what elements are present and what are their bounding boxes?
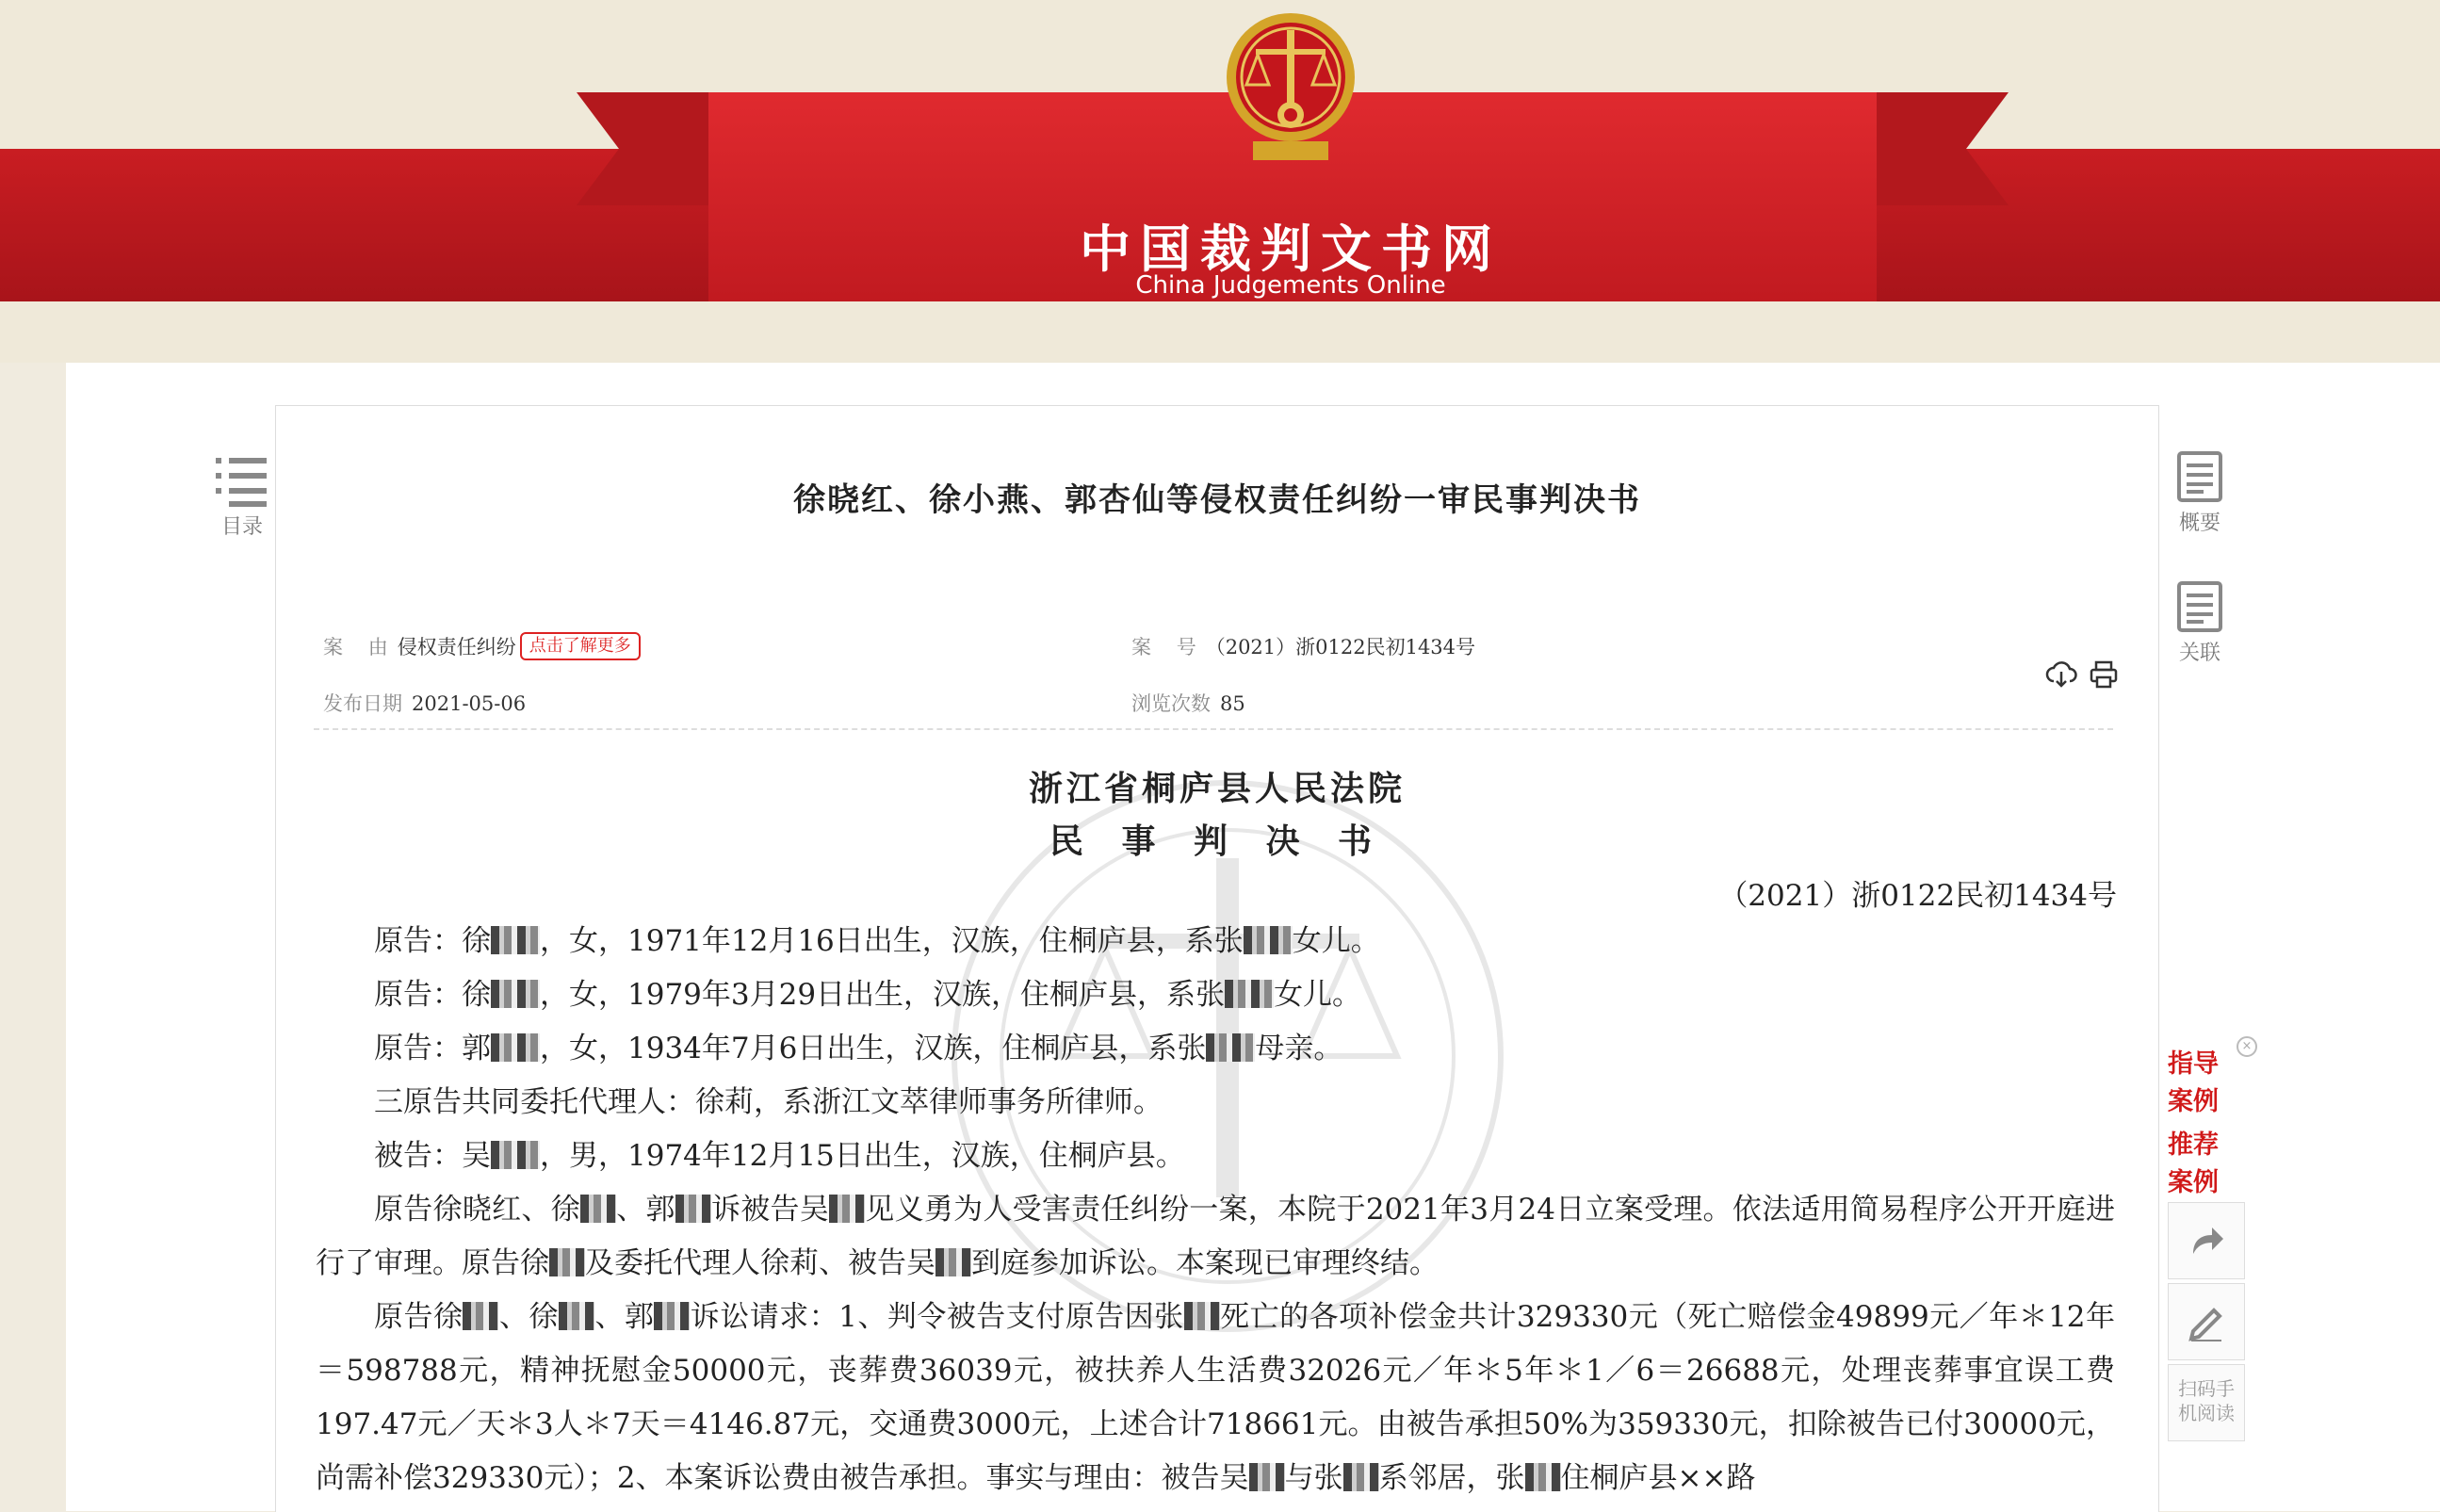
guide-case-link-2[interactable]: 案例	[2168, 1087, 2219, 1116]
text-run: 与张	[1284, 1461, 1343, 1495]
recommended-case-link-1[interactable]: 推荐	[2168, 1130, 2219, 1160]
agent: 三原告共同委托代理人：徐莉，系浙江文萃律师事务所律师。	[374, 1085, 1163, 1119]
text-run: ，女，1971年12月16日出生，汉族，住桐庐县，系张	[540, 924, 1244, 958]
views-value: 85	[1220, 692, 1245, 715]
text-run: ，女，1979年3月29日出生，汉族，住桐庐县，系张	[540, 978, 1226, 1012]
redacted-name	[935, 1248, 971, 1276]
cause-value: 侵权责任纠纷	[397, 636, 516, 658]
case-no-value: （2021）浙0122民初1434号	[1205, 636, 1476, 658]
cloud-download-icon[interactable]	[2045, 658, 2077, 691]
redacted-name	[1206, 1033, 1255, 1062]
site-subtitle: China Judgements Online	[1135, 271, 1446, 300]
site-banner	[0, 0, 2440, 363]
redacted-name	[1249, 1463, 1285, 1491]
list-numbered-icon	[214, 454, 270, 507]
pencil-icon	[2186, 1301, 2227, 1342]
defendant	[316, 1130, 2115, 1183]
text-run: 系邻居，张	[1378, 1461, 1525, 1495]
meta-publish-date	[323, 689, 526, 717]
plaintiff-1	[316, 915, 2115, 968]
claims	[316, 1291, 2115, 1505]
plaintiff-2	[316, 968, 2115, 1022]
redacted-name	[491, 1033, 540, 1062]
text-run: 女儿。	[1292, 924, 1380, 958]
close-icon[interactable]: ×	[2237, 1036, 2257, 1057]
recommended-case-link-2[interactable]: 案例	[2168, 1168, 2219, 1197]
guide-case-link-1[interactable]: 指导	[2168, 1049, 2219, 1079]
plaintiff-3	[316, 1022, 2115, 1076]
text-run: 见义勇为人受害责任纠纷一案，本院于2021年3月24日立案受理。依法适用简易程序公开开庭进行了审理。原告徐	[316, 1193, 2116, 1280]
publish-value: 2021-05-06	[412, 692, 527, 715]
redacted-name	[1525, 1463, 1561, 1491]
doc-toolbar	[2045, 658, 2120, 694]
related-label: 关联	[2178, 642, 2220, 665]
redacted-name	[463, 1302, 498, 1330]
text-run: 到庭参加诉讼。本案现已审理终结。	[971, 1246, 1439, 1280]
case-background	[316, 1183, 2115, 1291]
toc-button[interactable]	[209, 454, 275, 540]
publish-label: 发布日期	[323, 692, 402, 715]
text-run: 原告：徐	[374, 924, 491, 958]
meta-views	[1131, 689, 1245, 717]
text-run: 、郭	[615, 1193, 675, 1227]
court-name: 浙江省桐庐县人民法院	[1028, 769, 1406, 808]
share-arrow-icon	[2186, 1220, 2227, 1261]
redacted-name	[654, 1302, 690, 1330]
qr-label	[2169, 1365, 2244, 1425]
redacted-name	[675, 1195, 711, 1223]
printer-icon[interactable]	[2088, 658, 2120, 691]
learn-more-button[interactable]: 点击了解更多	[520, 632, 641, 660]
text-run: 原告：郭	[374, 1032, 491, 1065]
related-button[interactable]	[2167, 580, 2233, 666]
text-run: ，男，1974年12月15日出生，汉族，住桐庐县。	[540, 1139, 1185, 1173]
text-run: 原告徐晓红、徐	[374, 1193, 580, 1227]
document-related-icon	[2175, 580, 2224, 633]
document-body	[316, 915, 2115, 1505]
cause-label: 案 由	[323, 636, 388, 658]
qr-read-button[interactable]	[2168, 1364, 2245, 1441]
summary-button[interactable]	[2167, 450, 2233, 536]
text-run: 、徐	[498, 1300, 559, 1334]
document-summary-icon	[2175, 450, 2224, 503]
document-title: 徐晓红、徐小燕、郭杏仙等侵权责任纠纷一审民事判决书	[793, 481, 1641, 519]
site-title: 中国裁判文书网	[1080, 219, 1502, 279]
text-run: 、郭	[594, 1300, 655, 1334]
meta-case-no	[1131, 632, 1475, 660]
meta-cause	[323, 632, 641, 660]
text-run: 诉讼请求：1、判令被告支付原告因张	[690, 1300, 1184, 1334]
toc-label: 目录	[220, 515, 263, 539]
redacted-name	[491, 926, 540, 954]
text-run: 原告徐	[374, 1300, 464, 1334]
text-run: 住桐庐县××路	[1560, 1461, 1756, 1495]
meta-divider	[314, 728, 2113, 730]
redacted-name	[549, 1248, 585, 1276]
redacted-name	[580, 1195, 616, 1223]
redacted-name	[829, 1195, 865, 1223]
text-run: 原告：徐	[374, 978, 491, 1012]
share-button[interactable]	[2168, 1202, 2245, 1279]
case-number-line: （2021）浙0122民初1434号	[1718, 879, 2117, 913]
case-no-label: 案 号	[1131, 636, 1196, 658]
redacted-name	[1343, 1463, 1379, 1491]
text-run: 母亲。	[1255, 1032, 1343, 1065]
text-run: ，女，1934年7月6日出生，汉族，住桐庐县，系张	[540, 1032, 1207, 1065]
redacted-name	[1184, 1302, 1220, 1330]
document-type: 民 事 判 决 书	[1049, 821, 1386, 861]
redacted-name	[559, 1302, 594, 1330]
feedback-button[interactable]	[2168, 1283, 2245, 1360]
redacted-name	[491, 980, 540, 1008]
text-run: 及委托代理人徐莉、被告吴	[585, 1246, 935, 1280]
court-emblem-icon	[1220, 9, 1361, 170]
text-run: 死亡的各项补偿金共计329330元（死亡赔偿金49899元／年＊12年＝598788元，精神抚慰金50000元，丧葬费36039元，被扶养人生活费32026元／年＊5年＊1／6＝26688元，处理丧葬事宜误工费197.47元／天＊3人＊7天＝4146.87元，交通费3000元，上述合计718661元。由被告承担50%为359330元，扣除被告已付30000元，尚需补偿329330元）；2、本案诉讼费由被告承担。事实与理由：被告吴	[316, 1300, 2115, 1495]
text-run: 被告：吴	[374, 1139, 491, 1173]
qr-label-line-2: 机阅读	[2178, 1402, 2235, 1424]
redacted-name	[1225, 980, 1274, 1008]
text-run: 诉被告吴	[710, 1193, 830, 1227]
redacted-name	[491, 1141, 540, 1169]
views-label: 浏览次数	[1131, 692, 1211, 715]
text-run: 女儿。	[1274, 978, 1362, 1012]
qr-label-line-1: 扫码手	[2178, 1377, 2235, 1400]
summary-label: 概要	[2178, 512, 2220, 535]
redacted-name	[1244, 926, 1293, 954]
judgment-document	[275, 405, 2159, 1512]
